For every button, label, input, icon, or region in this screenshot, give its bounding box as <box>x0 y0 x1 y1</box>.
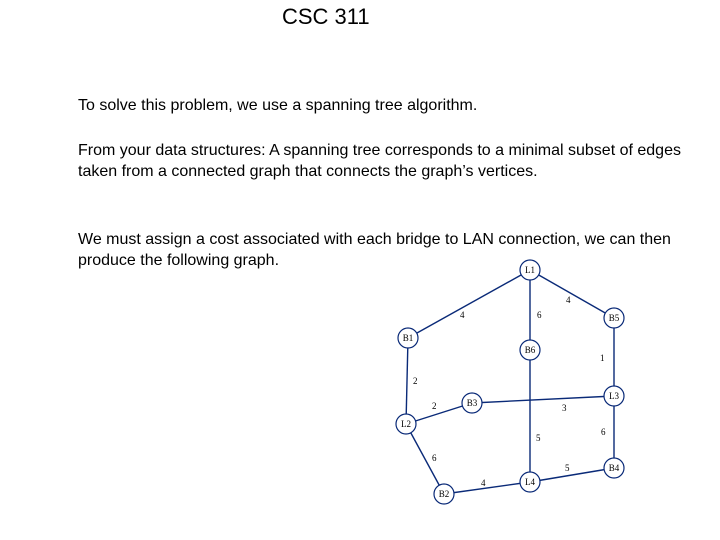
node-label: B2 <box>438 489 450 499</box>
graph-node-b4 <box>604 458 624 478</box>
graph-node-b1 <box>398 328 418 348</box>
node-label: B1 <box>402 333 414 343</box>
edge-weight-b6-l4: 5 <box>536 433 541 443</box>
node-label: B6 <box>524 345 536 355</box>
graph-edge <box>406 338 408 424</box>
paragraph-spanning-tree: To solve this problem, we use a spanning tree algorithm. <box>78 97 478 114</box>
edge-weight-b3-l3: 3 <box>562 403 567 413</box>
node-label: L1 <box>525 265 535 275</box>
graph-node-b5 <box>604 308 624 328</box>
edge-weight-b1-l2: 2 <box>413 376 418 386</box>
paragraph-cost: We must assign a cost associated with each bridge to LAN connection, we can then produce the following graph. <box>78 231 671 269</box>
node-label: B5 <box>608 313 620 323</box>
graph-edge <box>406 424 444 494</box>
graph-node-b6 <box>520 340 540 360</box>
edge-weight-l4-b4: 5 <box>565 463 570 473</box>
edge-weight-l1-b5: 4 <box>566 295 571 305</box>
edge-weight-b5-l3: 1 <box>600 353 605 363</box>
graph-node-b2 <box>434 484 454 504</box>
graph-node-l3 <box>604 386 624 406</box>
edge-weight-l1-b6: 6 <box>537 310 542 320</box>
node-label: L2 <box>401 419 411 429</box>
graph-edge <box>444 482 530 494</box>
edge-weight-l1-b1: 4 <box>460 310 465 320</box>
edge-weight-b2-l4: 4 <box>481 478 486 488</box>
graph-node-l4 <box>520 472 540 492</box>
node-label: L3 <box>609 391 619 401</box>
graph-edge <box>530 270 614 318</box>
graph-node-b3 <box>462 393 482 413</box>
paragraph-definition: From your data structures: A spanning tree corresponds to a minimal subset of edges taken from a connected graph that connects the graph’s vertices. <box>78 142 681 180</box>
node-label: B3 <box>466 398 478 408</box>
slide-title: CSC 311 <box>282 4 370 29</box>
graph-edge <box>408 270 530 338</box>
node-label: B4 <box>608 463 620 473</box>
edge-weight-l2-b3: 2 <box>432 401 437 411</box>
graph-edge <box>530 468 614 482</box>
graph-node-l2 <box>396 414 416 434</box>
graph-edge <box>472 396 614 403</box>
edge-weight-l3-b4: 6 <box>601 427 606 437</box>
graph-node-l1 <box>520 260 540 280</box>
node-label: L4 <box>525 477 535 487</box>
edge-weight-l2-b2: 6 <box>432 453 437 463</box>
